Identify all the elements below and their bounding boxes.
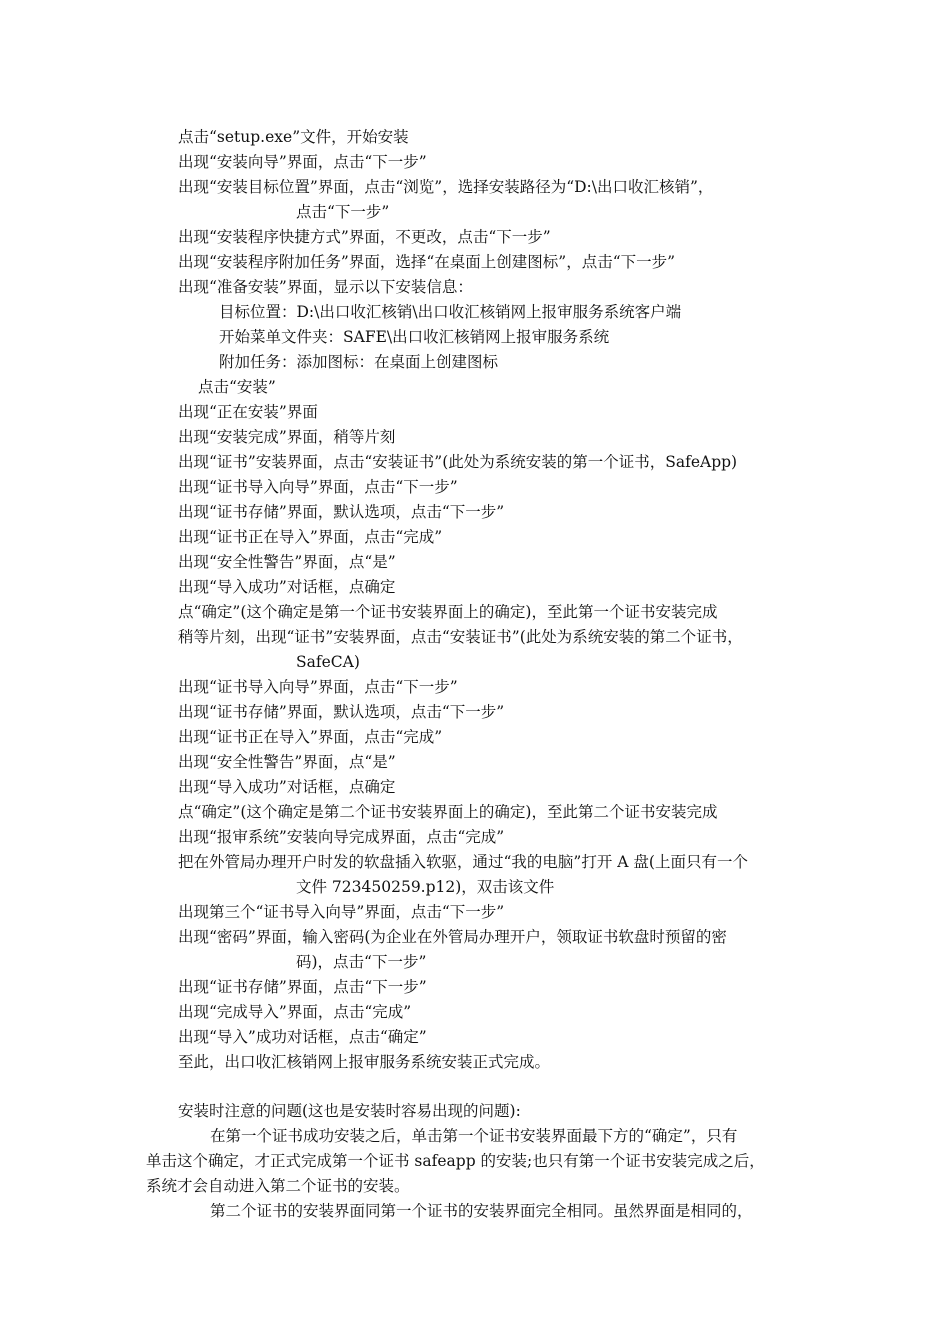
step-line: 把在外管局办理开户时发的软盘插入软驱，通过“我的电脑”打开 A 盘(上面只有一个 [178, 853, 748, 871]
step-line-continuation: 码)，点击“下一步” [296, 953, 427, 971]
step-line: 出现“安全性警告”界面，点“是” [178, 753, 396, 771]
step-line: 点击“安装” [198, 378, 276, 396]
step-line: 出现“证书导入向导”界面，点击“下一步” [178, 478, 458, 496]
step-line: 出现“证书”安装界面，点击“安装证书”(此处为系统安装的第一个证书，SafeApp) [178, 453, 738, 471]
notes-paragraph-line: 系统才会自动进入第二个证书的安装。 [146, 1177, 410, 1195]
step-line-continuation: 文件 723450259.p12)，双击该文件 [296, 878, 555, 896]
step-line: 出现第三个“证书导入向导”界面，点击“下一步” [178, 903, 505, 921]
step-line: 出现“证书导入向导”界面，点击“下一步” [178, 678, 458, 696]
step-line: 出现“证书正在导入”界面，点击“完成” [178, 528, 443, 546]
step-line: 出现“正在安装”界面 [178, 403, 318, 421]
step-line: 出现“安装向导”界面，点击“下一步” [178, 153, 427, 171]
install-info-line: 目标位置：D:\出口收汇核销\出口收汇核销网上报审服务系统客户端 [219, 303, 682, 321]
notes-heading: 安装时注意的问题(这也是安装时容易出现的问题): [178, 1102, 521, 1120]
step-line-continuation: 点击“下一步” [296, 203, 390, 221]
step-line: 点击“setup.exe”文件，开始安装 [178, 128, 409, 146]
step-line: 出现“安装程序快捷方式”界面，不更改，点击“下一步” [178, 228, 551, 246]
step-line: 点“确定”(这个确定是第一个证书安装界面上的确定)，至此第一个证书安装完成 [178, 603, 718, 621]
step-line: 出现“证书存储”界面，默认选项，点击“下一步” [178, 503, 505, 521]
step-line: 稍等片刻，出现“证书”安装界面，点击“安装证书”(此处为系统安装的第二个证书， [178, 628, 743, 646]
step-line: 出现“报审系统”安装向导完成界面，点击“完成” [178, 828, 505, 846]
step-line: 出现“安装完成”界面，稍等片刻 [178, 428, 396, 446]
step-line-continuation: SafeCA) [296, 653, 360, 671]
step-line: 出现“安全性警告”界面，点“是” [178, 553, 396, 571]
notes-paragraph-line: 第二个证书的安装界面同第一个证书的安装界面完全相同。虽然界面是相同的， [210, 1202, 753, 1220]
step-line: 出现“证书存储”界面，点击“下一步” [178, 978, 427, 996]
notes-paragraph-line: 在第一个证书成功安装之后，单击第一个证书安装界面最下方的“确定”，只有 [210, 1127, 738, 1145]
step-line: 出现“证书正在导入”界面，点击“完成” [178, 728, 443, 746]
step-line: 出现“准备安装”界面，显示以下安装信息： [178, 278, 473, 296]
install-info-line: 开始菜单文件夹：SAFE\出口收汇核销网上报审服务系统 [219, 328, 610, 346]
step-line: 出现“完成导入”界面，点击“完成” [178, 1003, 412, 1021]
step-line: 出现“安装目标位置”界面，点击“浏览”，选择安装路径为“D:\出口收汇核销”， [178, 178, 714, 196]
step-line: 出现“证书存储”界面，默认选项，点击“下一步” [178, 703, 505, 721]
step-line: 出现“密码”界面，输入密码(为企业在外管局办理开户，领取证书软盘时预留的密 [178, 928, 727, 946]
step-line: 出现“导入成功”对话框，点确定 [178, 778, 396, 796]
step-line: 出现“导入成功”对话框，点确定 [178, 578, 396, 596]
step-line: 至此，出口收汇核销网上报审服务系统安装正式完成。 [178, 1053, 551, 1071]
step-line: 点“确定”(这个确定是第二个证书安装界面上的确定)，至此第二个证书安装完成 [178, 803, 718, 821]
step-line: 出现“安装程序附加任务”界面，选择“在桌面上创建图标”，点击“下一步” [178, 253, 676, 271]
step-line: 出现“导入”成功对话框，点击“确定” [178, 1028, 427, 1046]
notes-paragraph-line: 单击这个确定，才正式完成第一个证书 safeapp 的安装;也只有第一个证书安装完成之后， [146, 1152, 765, 1170]
install-info-line: 附加任务：添加图标：在桌面上创建图标 [219, 353, 499, 371]
